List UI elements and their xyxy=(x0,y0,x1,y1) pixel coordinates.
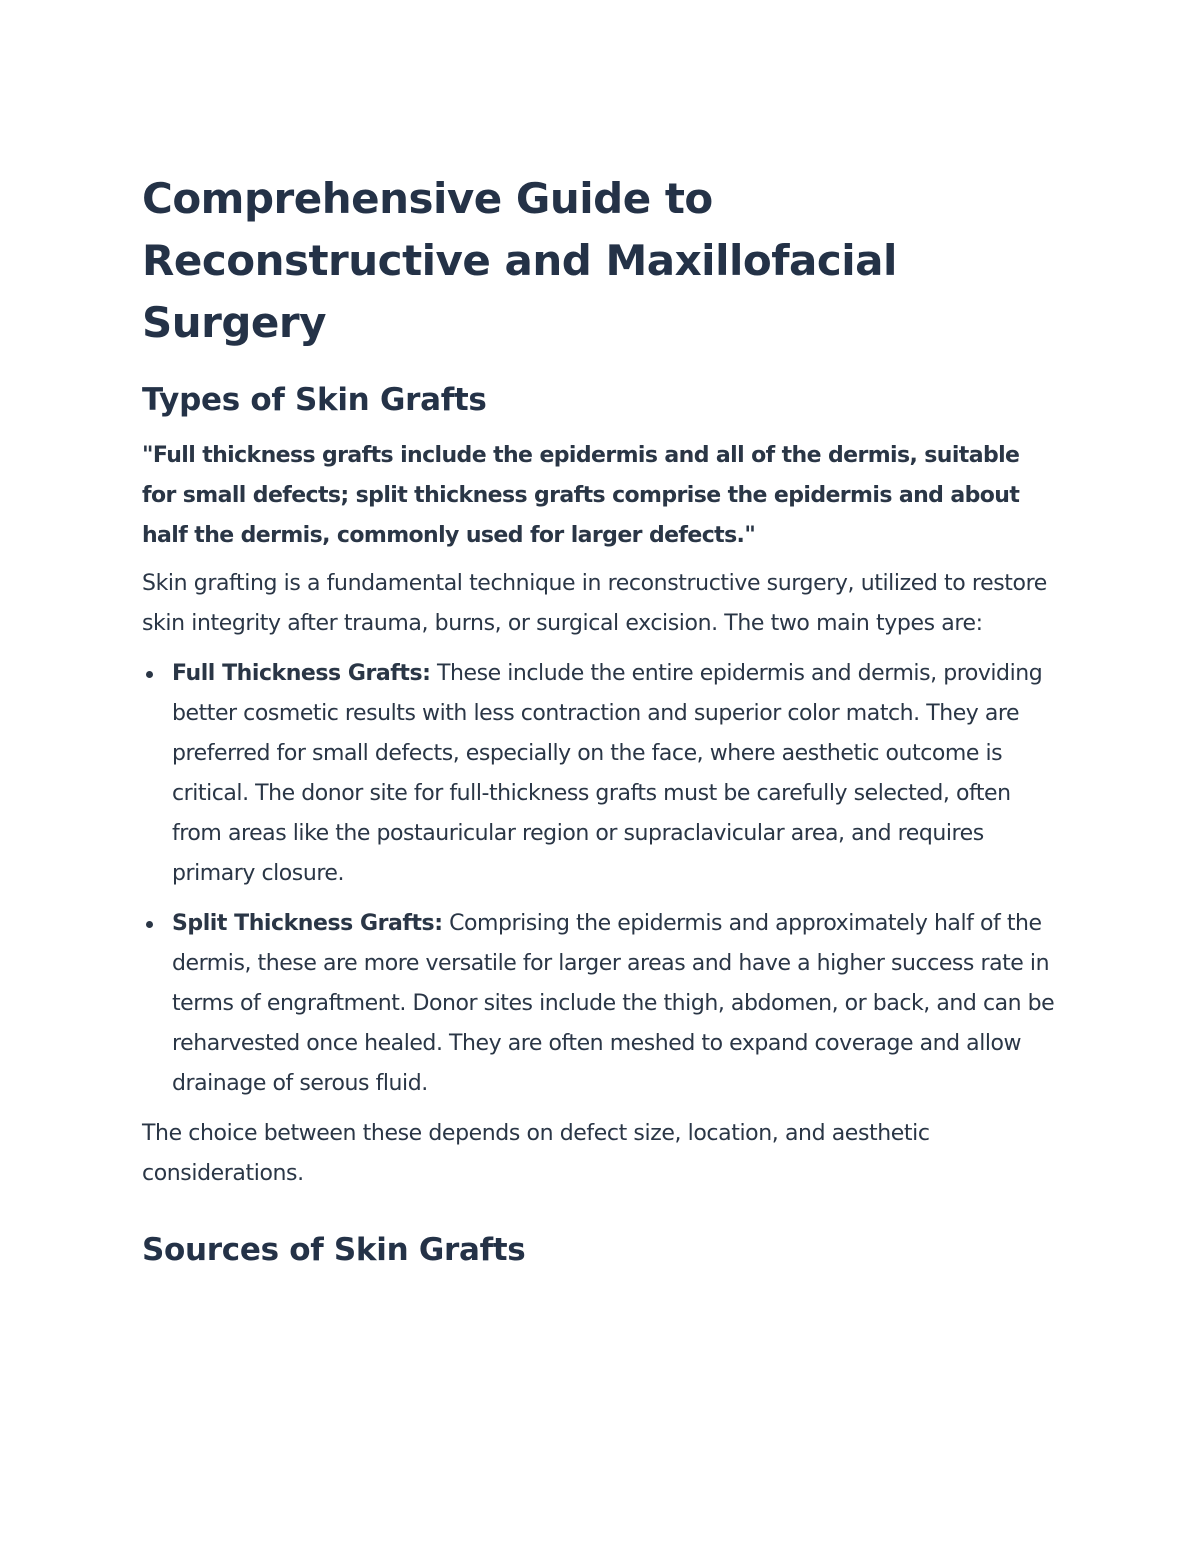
list-item xyxy=(142,654,1058,894)
list-item xyxy=(142,904,1058,1104)
document-page xyxy=(142,168,1058,1286)
list-item-text: These include the entire epidermis and dermis, providing better cosmetic results with less contraction and superior color match. They are preferred for small defects, especially on the face, where aesthetic outcome is critical. The donor site for full-thickness grafts must be carefully selected, often from areas like the postauricular region or supraclavicular area, and requires primary closure. xyxy=(172,661,1043,886)
bullet-icon xyxy=(146,671,153,678)
section-heading-types-of-skin-grafts: Types of Skin Grafts xyxy=(142,382,487,418)
highlighted-quote: "Full thickness grafts include the epidermis and all of the dermis, suitable for small defects; split thickness grafts comprise the epidermis and about half the dermis, commonly used for larger defects." xyxy=(142,443,1020,548)
list-item-text: Comprising the epidermis and approximately half of the dermis, these are more versatile for larger areas and have a higher success rate in terms of engraftment. Donor sites include the thigh, abdomen, or back, and can be reharvested once healed. They are often meshed to expand coverage and allow drainage of serous fluid. xyxy=(172,911,1055,1096)
conclusion-paragraph: The choice between these depends on defect size, location, and aesthetic considerations. xyxy=(142,1121,930,1186)
graft-types-list xyxy=(142,654,1058,1104)
bullet-icon xyxy=(146,921,153,928)
intro-paragraph: Skin grafting is a fundamental technique in reconstructive surgery, utilized to restore skin integrity after trauma, burns, or surgical excision. The two main types are: xyxy=(142,571,1047,636)
document-title: Comprehensive Guide to Reconstructive and Maxillofacial Surgery xyxy=(142,174,897,347)
list-item-term: Split Thickness Grafts: xyxy=(172,911,443,936)
section-heading-sources-of-skin-grafts: Sources of Skin Grafts xyxy=(142,1232,526,1268)
list-item-term: Full Thickness Grafts: xyxy=(172,661,431,686)
